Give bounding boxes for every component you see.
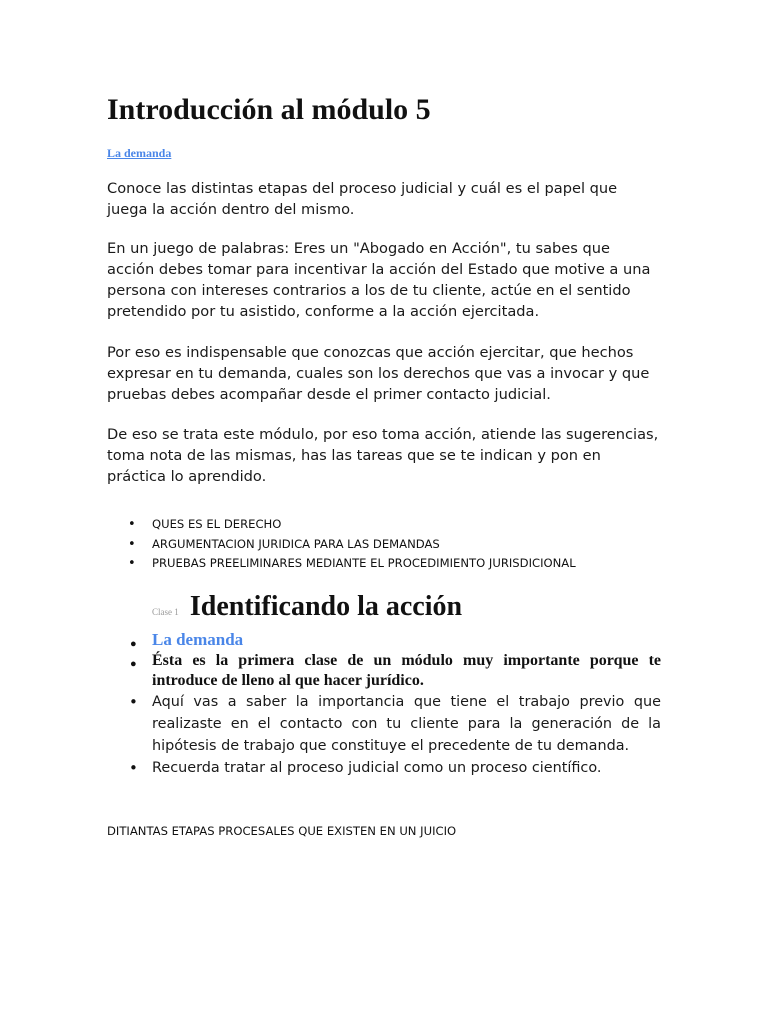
clase-title: Identificando la acción: [189, 591, 463, 622]
page-title: Introducción al módulo 5: [107, 93, 431, 126]
list-item: • Aquí vas a saber la importancia que tiene el trabajo previo que realizaste en el contacto con tu cliente para la generación de la hipótesis de trabajo que constituye el precedente de tu demanda.: [107, 691, 661, 757]
list-item: • PRUEBAS PREELIMINARES MEDIANTE EL PROCEDIMIENTO JURISDICIONAL: [107, 554, 576, 574]
clase-content-list: [107, 628, 661, 779]
la-demanda-link[interactable]: La demanda: [107, 146, 172, 160]
etapas-heading: DITIANTAS ETAPAS PROCESALES QUE EXISTEN EN UN JUICIO: [107, 824, 457, 838]
intro-paragraph-2: En un juego de palabras: Eres un "Abogado en Acción", tu sabes que acción debes tomar para incentivar la acción del Estado que motive a una persona con intereses contrarios a los de tu cliente, actúe en el sentido pretendido por tu asistido, conforme a la acción ejercitada.: [107, 240, 651, 320]
topics-list: [107, 515, 576, 574]
clase-label: Clase 1: [152, 607, 179, 617]
list-item: • ARGUMENTACION JURIDICA PARA LAS DEMANDAS: [107, 535, 576, 555]
clase-demanda-link[interactable]: ● La demanda: [107, 628, 661, 651]
intro-paragraph-3: Por eso es indispensable que conozcas que acción ejercitar, que hechos expresar en tu demanda, cuales son los derechos que vas a invocar y que pruebas debes acompañar desde el primer contacto judicial.: [107, 344, 650, 403]
intro-paragraph-4: De eso se trata este módulo, por eso toma acción, atiende las sugerencias, toma nota de las mismas, has las tareas que se te indican y pon en práctica lo aprendido.: [107, 426, 659, 485]
intro-paragraph-1: Conoce las distintas etapas del proceso judicial y cuál es el papel que juega la acción dentro del mismo.: [107, 180, 618, 218]
list-item: • Recuerda tratar al proceso judicial como un proceso científico.: [107, 757, 661, 779]
list-item: • QUES ES EL DERECHO: [107, 515, 576, 535]
clase-heading: [152, 591, 462, 623]
clase-intro-bold: ● Ésta es la primera clase de un módulo muy importante porque te introduce de lleno al que hacer jurídico.: [107, 651, 661, 691]
